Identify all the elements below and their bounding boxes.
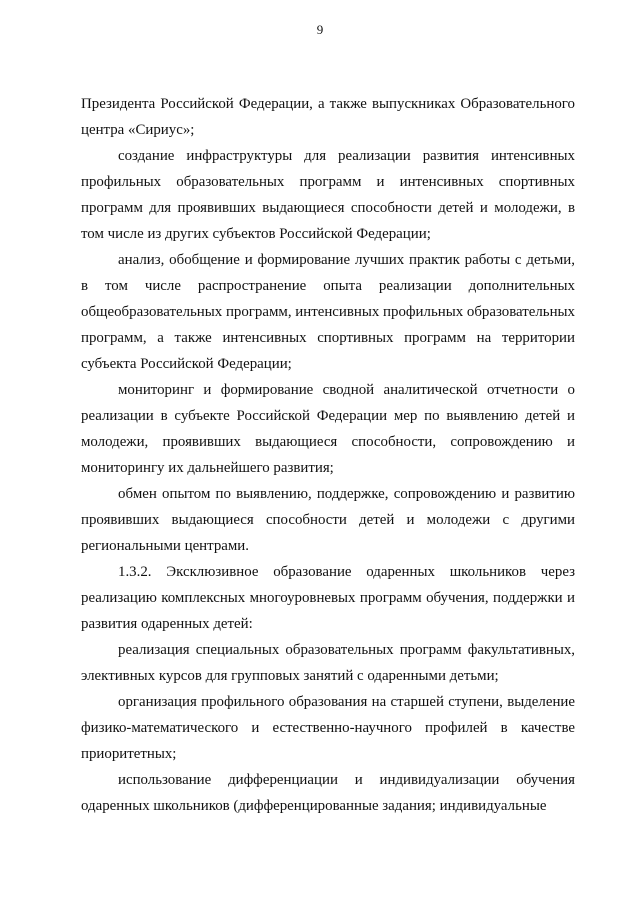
paragraph-best-practices: анализ, обобщение и формирование лучших практик работы с детьми, в том числе распространение опыта реализации дополнительных общеобразовательных программ, интенсивных профильных образовательных программ, а также интенсивных спортивных программ на территории субъекта Российской Федерации; (81, 252, 576, 372)
page-number: 9 (316, 22, 324, 37)
paragraph-special-programs: реализация специальных образовательных программ факультативных, элективных курсов для групповых занятий с одаренными детьми; (81, 642, 575, 684)
paragraph-continuation: Президента Российской Федерации, а также выпускниках Образовательного центра «Сириус»; (81, 96, 575, 138)
paragraph-differentiation: использование дифференциации и индивидуализации обучения одаренных школьников (дифференцированные задания; индивидуальные (81, 772, 575, 814)
paragraph-infrastructure: создание инфраструктуры для реализации развития интенсивных профильных образовательных программ и интенсивных спортивных программ для проявивших выдающиеся способности детей и молодежи, в том числе из других субъектов Российской Федерации; (81, 148, 575, 242)
paragraph-experience-exchange: обмен опытом по выявлению, поддержке, сопровождению и развитию проявивших выдающиеся способности детей и молодежи с другими региональными центрами. (81, 486, 575, 554)
paragraph-monitoring: мониторинг и формирование сводной аналитической отчетности о реализации в субъекте Российской Федерации мер по выявлению детей и молодежи, проявивших выдающиеся способности, сопровождению и мониторингу их дальнейшего развития; (81, 382, 575, 476)
document-body (81, 91, 575, 819)
paragraph-section-1-3-2: 1.3.2. Эксклюзивное образование одаренных школьников через реализацию комплексных многоуровневых программ обучения, поддержки и развития одаренных детей: (81, 564, 575, 632)
paragraph-profile-education: организация профильного образования на старшей ступени, выделение физико-математического и естественно-научного профилей в качестве приоритетных; (81, 694, 575, 762)
